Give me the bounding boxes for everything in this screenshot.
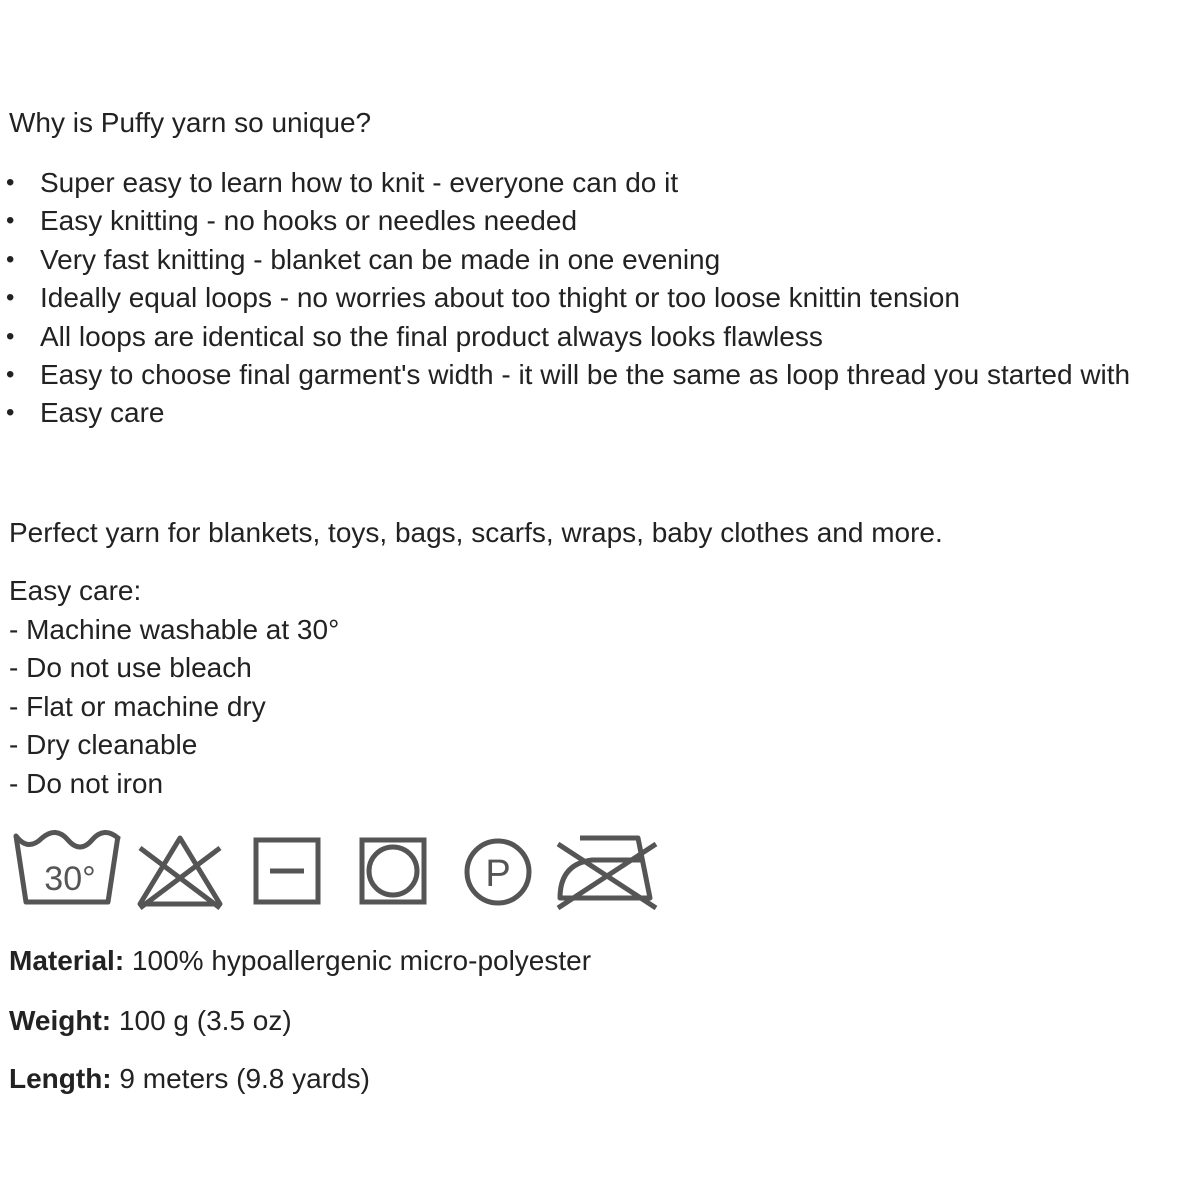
wash-temperature: 30° [44, 860, 96, 898]
no-bleach-icon [132, 832, 228, 912]
bullet: • [6, 245, 15, 273]
feature-text: All loops are identical so the final product always looks flawless [40, 320, 823, 352]
bullet: • [6, 169, 15, 196]
length-label: Length: [9, 1063, 112, 1094]
feature-text: Easy knitting - no hooks or needles needed [40, 205, 578, 237]
care-item: - Do not iron [9, 767, 164, 799]
care-symbols [0, 826, 700, 916]
dry-flat-icon [252, 836, 322, 906]
feature-text: Easy to choose final garment's width - it will be the same as loop thread you started with [40, 358, 1131, 390]
care-item: - Dry cleanable [9, 729, 198, 761]
feature-text: Easy care [40, 397, 165, 429]
length-value: 9 meters (9.8 yards) [111, 1063, 370, 1094]
material-spec [9, 944, 591, 978]
dry-clean-icon [462, 836, 534, 908]
weight-spec [9, 1004, 292, 1038]
usage-description: Perfect yarn for blankets, toys, bags, scarfs, wraps, baby clothes and more. [9, 517, 943, 548]
weight-label: Weight: [9, 1005, 112, 1036]
bullet: • [6, 399, 15, 427]
bullet: • [6, 207, 15, 235]
tumble-dry-icon [358, 836, 428, 906]
material-label: Material: [9, 945, 125, 976]
material-value: 100% hypoallergenic micro-polyester [124, 945, 592, 976]
bullet: • [6, 360, 15, 388]
wash-30-icon [12, 832, 124, 912]
care-item: - Do not use bleach [9, 652, 252, 684]
care-title: Easy care: [9, 575, 142, 606]
length-spec [9, 1062, 370, 1096]
feature-text: Ideally equal loops - no worries about too thight or too loose knittin tension [40, 282, 960, 314]
feature-text: Very fast knitting - blanket can be made in one evening [40, 243, 721, 275]
care-item: - Flat or machine dry [9, 690, 266, 722]
dry-clean-letter: P [485, 853, 511, 895]
intro-heading: Why is Puffy yarn so unique? [9, 107, 372, 138]
bullet: • [6, 284, 15, 312]
care-list [9, 611, 339, 803]
weight-value: 100 g (3.5 oz) [111, 1005, 292, 1036]
bullet: • [6, 322, 15, 350]
care-item: - Machine washable at 30° [9, 614, 340, 645]
feature-text: Super easy to learn how to knit - everyone can do it [40, 167, 679, 198]
no-iron-icon [552, 830, 662, 914]
